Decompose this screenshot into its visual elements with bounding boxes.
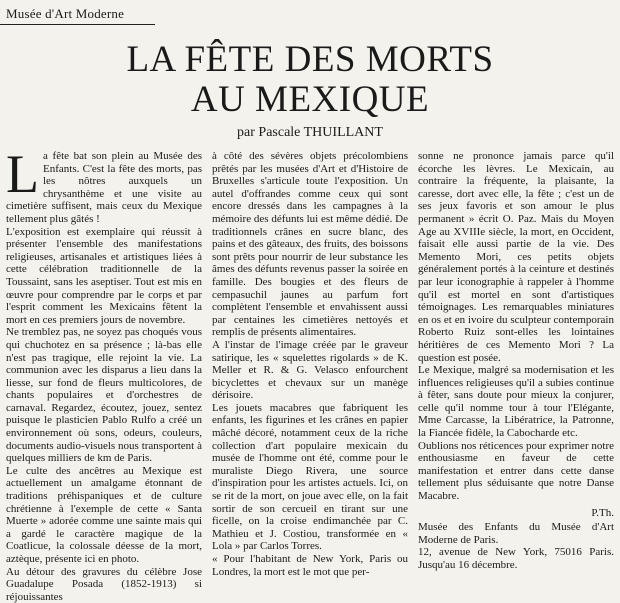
header-rule [0,24,155,25]
title-line-2: AU MEXIQUE [190,79,430,120]
paragraph: Oublions nos réticences pour exprimer notre enthousiasme en faveur de cette manifestation et entrer dans cette danse tellement plus séduisante que notre Danse Macabre. [418,439,614,503]
article-title [0,40,620,120]
drop-cap: L [6,144,39,204]
paragraph: sonne ne prononce jamais parce qu'il écorche les lèvres. Le Mexicain, au contraire la fréquente, la plaisante, la caresse, dort avec elle, la fête ; c'est un de ses jeux favoris et son amour le plus permanent » écrit O. Paz. Mais du Moyen Age au XVIIIe siècle, la mort, en Occident, faisait elle aussi partie de la vie. Des Memento Mori, ces petits objets généralement portés à la ceinture et destinés par leur iconographie à rappeler à l'homme qu'il est mortel en sont d'artistiques témoignages. Les remarquables miniatures en os et en ivoire du sculpteur contemporain Roberto Ruiz sont-elles les lointaines héritières de ces Memento Mori ? La question est posée. [418,150,614,364]
paragraph: Ne tremblez pas, ne soyez pas choqués vous qui chuchotez en sa présence ; là-bas elle n'est pas tragique, elle rejoint la vie. La communion avec les disparus a lieu dans la liesse, sur fond de fleurs multicolores, de chants populaires et d'orchestres de carnaval. Regardez, écoutez, jouez, sentez puisque le plasticien Pablo Rulfo a créé un environnement où sons, odeurs, couleurs, documents audio-visuels nous transportent à quelques milliers de km de Paris. [6,326,202,465]
column-1 [6,144,202,603]
paragraph: A l'instar de l'image créée par le graveur satirique, les « squelettes rigolards » de K. Meller et R. & G. Velasco enfourchent bicyclettes et chevaux sur un manège dérisoire. [212,338,408,402]
column-3 [418,150,614,571]
paragraph: L'exposition est exemplaire qui réussit à présenter l'ensemble des manifestations religieuses, artisanales et artistiques liées à cette célébration traditionnelle de la Toussaint, sans les aseptiser. Tout est mis en œuvre pour comprendre par le corps et par l'esprit comment les Mexicains fêtent la mort en ces premiers jours de novembre. [6,225,202,326]
column-2 [212,150,408,578]
museum-address-line: 12, avenue de New York, 75016 Paris. Jusqu'au 16 décembre. [418,546,614,571]
byline: par Pascale THUILLANT [237,125,383,140]
author-signature: P.Th. [591,506,614,519]
paragraph: à côté des sévères objets précolombiens prêtés par les musées d'Art et d'Histoire de Bruxelles s'articule toute l'exposition. Un autel d'offrandes comme ceux qui sont encore dressés dans les campagnes à la mémoire des défunts lui est même dédié. De traditionnels crânes en sucre blanc, des pains et des gâteaux, des fruits, des boissons sont prêts pour nourrir de leur substance les âmes des défunts revenus passer la soirée en famille. Des bougies et des fleurs de cempasuchil jaunes au parfum fort complètent l'ensemble et envahissent aussi par centaines les cimetières nettoyés et remplis de présents alimentaires. [212,150,408,339]
paragraph: Le culte des ancêtres au Mexique est actuellement un amalgame étonnant de traditions préhispaniques et de culture chrétienne à l'exemple de cette « Santa Muerte » adorée comme une sainte mais qui a gardé le caractère magique de la Coatlicue, la colossale déesse de la mort, aztèque, présente ici en photo. [6,464,202,565]
paragraph: Les jouets macabres que fabriquent les enfants, les figurines et les crânes en papier mâché décoré, notamment ceux de la riche collection d'art populaire mexicain du musée de l'homme ont été, comme pour le muraliste Diego Rivera, une source d'inspiration pour les artistes actuels. Ici, on se rit de la mort, on joue avec elle, on la fait sortir de son cercueil en tirant sur une ficelle, on la croise endimanchée par C. Mathieu et J. Costiou, transformée en « Lola » par Carlos Torres. [212,401,408,553]
paragraph: Au détour des gravures du célèbre Jose Guadalupe Posada (1852-1913) si réjouissantes [6,565,202,603]
paragraph: Le Mexique, malgré sa modernisation et les influences religieuses qu'il a subies continue à fêter, sans doute pour mieux la conjurer, celle qu'il nomme tour à tour l'Elégante, Mme Carcasse, la Libératrice, la Patronne, la Fiancée fidèle, la Cabocharde etc. [418,364,614,440]
title-line-1: LA FÊTE DES MORTS [126,39,494,80]
paragraph: « Pour l'habitant de New York, Paris ou Londres, la mort est le mot que per- [212,553,408,578]
paragraph: La fête bat son plein au Musée des Enfants. C'est la fête des morts, pas les nôtres auxquels un chrysanthème et une visite au cimetière suffisent, mais ceux du Mexique tellement plus gâtés ! [6,144,202,225]
section-header: Musée d'Art Moderne [6,6,125,21]
museum-info-line: Musée des Enfants du Musée d'Art Moderne de Paris. [418,521,614,546]
article-columns [6,144,614,603]
